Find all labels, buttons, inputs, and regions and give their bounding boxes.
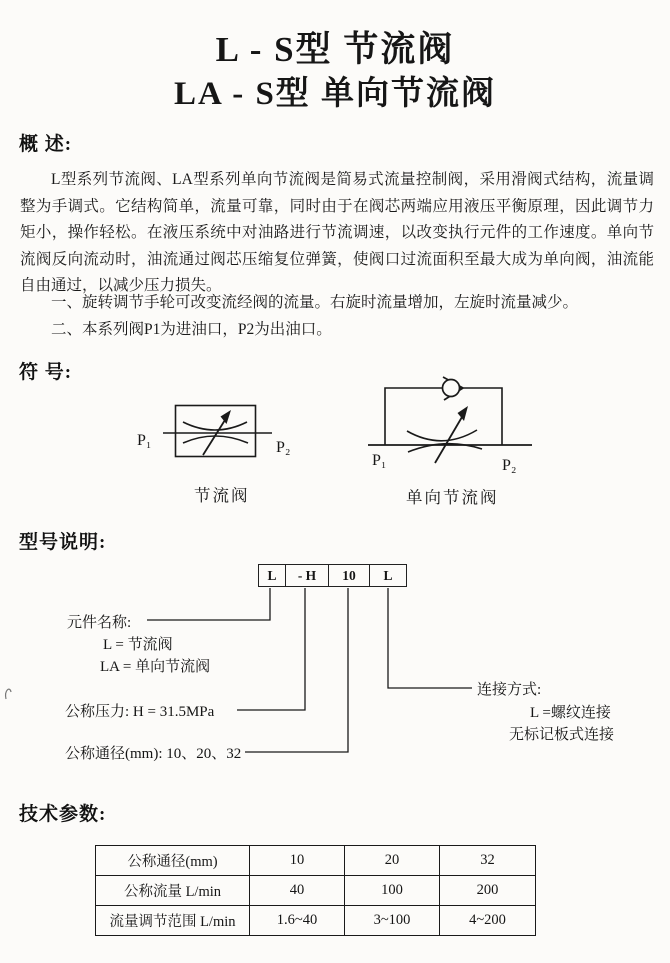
- overview-note-2: 二、本系列阀P1为进油口，P2为出油口。: [51, 321, 332, 338]
- model-component-option-la: LA = 单向节流阀: [100, 659, 211, 675]
- one-way-caption: 单向节流阀: [406, 488, 499, 507]
- table-row: [96, 876, 536, 906]
- cell-value: 100: [345, 876, 440, 906]
- params-heading: 技术参数:: [19, 804, 107, 825]
- model-heading: 型号说明:: [19, 532, 107, 553]
- row-label: 流量调节范围 L/min: [96, 906, 250, 936]
- technical-parameters-table: [95, 845, 536, 936]
- doc-title-line1: L - S型 节流阀: [215, 30, 455, 69]
- model-component-option-l: L = 节流阀: [103, 637, 173, 653]
- model-code-cell-2: - H: [286, 565, 329, 586]
- row-label: 公称通径(mm): [96, 846, 250, 876]
- cell-value: 20: [345, 846, 440, 876]
- one-way-throttle-symbol: [360, 372, 545, 473]
- overview-note-1: 一、旋转调节手轮可改变流经阀的流量。右旋时流量增加，左旋时流量减少。: [51, 294, 579, 311]
- throttle-caption: 节流阀: [194, 486, 250, 505]
- cell-value: 10: [250, 846, 345, 876]
- one-way-port-p2: P₂: [502, 457, 517, 474]
- throttle-port-p2: P₂: [276, 439, 291, 456]
- cell-value: 3~100: [345, 906, 440, 936]
- doc-title-line2: LA - S型 单向节流阀: [173, 76, 497, 112]
- cell-value: 32: [440, 846, 536, 876]
- model-component-label: 元件名称:: [67, 615, 132, 631]
- cell-value: 4~200: [440, 906, 536, 936]
- model-diameter-label: 公称通径(mm): 10、20、32: [65, 746, 242, 762]
- model-connection-label: 连接方式:: [477, 682, 542, 698]
- row-label: 公称流量 L/min: [96, 876, 250, 906]
- cell-value: 200: [440, 876, 536, 906]
- overview-paragraph: L型系列节流阀、LA型系列单向节流阀是简易式流量控制阀，采用滑阀式结构，流量调整为手调式。它结构简单，流量可靠，同时由于在阀芯两端应用液压平衡原理，因此调节力矩小，操作轻松。在液压系统中对油路进行节流调速，以改变执行元件的工作速度。单向节流阀反向流动时，油流通过阀芯压缩复位弹簧，使阀口过流面积至最大成为单向阀，油流能自由通过，以减少压力损失。: [20, 171, 654, 294]
- one-way-port-p1: P₁: [372, 452, 387, 469]
- model-code-cell-4: L: [383, 567, 393, 583]
- cell-value: 40: [250, 876, 345, 906]
- table-row: [96, 846, 536, 876]
- model-code-cell-3: 10: [329, 565, 370, 586]
- symbols-heading: 符 号:: [19, 362, 73, 383]
- overview-heading: 概 述:: [19, 134, 73, 155]
- cell-value: 1.6~40: [250, 906, 345, 936]
- model-pressure-label: 公称压力: H = 31.5MPa: [65, 704, 215, 720]
- model-code-cell-1: L: [259, 565, 286, 586]
- scan-artifact-mark: [6, 689, 11, 699]
- model-connection-option-l: L =螺纹连接: [530, 705, 611, 721]
- table-row: [96, 906, 536, 936]
- throttle-port-p1: P₁: [137, 432, 152, 449]
- model-connection-option-plate: 无标记板式连接: [509, 727, 615, 743]
